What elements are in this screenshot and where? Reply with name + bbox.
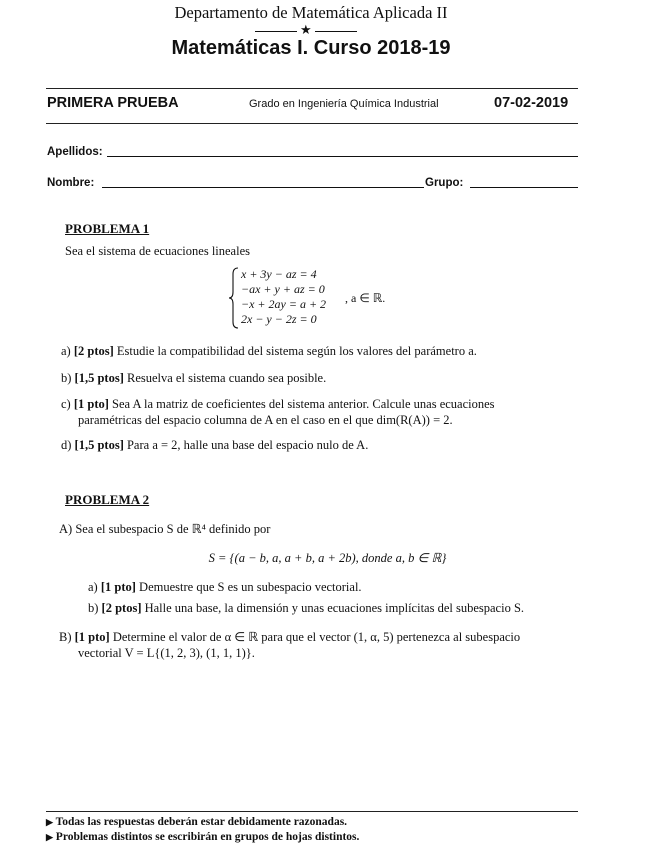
parameter-domain: , a ∈ ℝ.	[345, 291, 386, 305]
star-icon: ★	[300, 22, 312, 37]
problem1-item-c-line2: paramétricas del espacio columna de A en el caso en el que dim(R(A)) = 2.	[78, 413, 453, 427]
degree-name: Grado en Ingeniería Química Industrial	[249, 98, 439, 110]
problem2-part-b-line2: vectorial V = L{(1, 2, 3), (1, 1, 1)}.	[78, 646, 255, 660]
name-field[interactable]	[102, 187, 424, 188]
footer-note-2: ▶ Problemas distintos se escribirán en grupos de hojas distintos.	[46, 831, 360, 843]
divider-top	[46, 88, 578, 89]
problem2-part-b: B) [1 pto] Determine el valor de α ∈ ℝ para que el vector (1, α, 5) pertenezca al subespacio	[59, 630, 521, 644]
problem1-intro: Sea el sistema de ecuaciones lineales	[65, 244, 250, 258]
problem2-title: PROBLEMA 2	[65, 492, 150, 507]
bullet-icon: ▶	[46, 832, 53, 842]
divider-bottom	[46, 123, 578, 124]
surname-field[interactable]	[107, 156, 578, 157]
exam-date: 07-02-2019	[494, 95, 569, 111]
header-ornament	[255, 24, 357, 38]
problem2-subitem-a: a) [1 pto] Demuestre que S es un subespacio vectorial.	[88, 580, 362, 594]
department-name: Departamento de Matemática Aplicada II	[174, 3, 448, 22]
equation-4: 2x − y − 2z = 0	[241, 312, 317, 326]
problem1-item-c: c) [1 pto] Sea A la matriz de coeficientes del sistema anterior. Calcule unas ecuaciones	[61, 397, 495, 411]
equation-system	[228, 266, 428, 330]
footer-note-1: ▶ Todas las respuestas deberán estar debidamente razonadas.	[46, 816, 348, 828]
footer-divider	[46, 811, 578, 812]
group-field[interactable]	[470, 187, 578, 188]
problem2-subitem-b: b) [2 ptos] Halle una base, la dimensión y unas ecuaciones implícitas del subespacio S.	[88, 601, 525, 615]
name-label: Nombre:	[47, 177, 95, 189]
equation-1: x + 3y − az = 4	[241, 267, 317, 281]
problem1-item-a: a) [2 ptos] Estudie la compatibilidad del sistema según los valores del parámetro a.	[61, 344, 477, 358]
problem1-item-d: d) [1,5 ptos] Para a = 2, halle una base del espacio nulo de A.	[61, 438, 369, 452]
group-label: Grupo:	[425, 177, 464, 189]
problem1-item-b: b) [1,5 ptos] Resuelva el sistema cuando sea posible.	[61, 371, 327, 385]
course-title: Matemáticas I. Curso 2018-19	[171, 37, 451, 59]
surname-label: Apellidos:	[47, 146, 103, 158]
left-brace-icon	[228, 266, 240, 330]
bullet-icon: ▶	[46, 817, 53, 827]
subspace-definition: S = {(a − b, a, a + b, a + 2b), donde a, b ∈ ℝ}	[208, 551, 447, 565]
test-name: PRIMERA PRUEBA	[47, 95, 179, 111]
problem1-title: PROBLEMA 1	[65, 221, 150, 236]
equation-2: −ax + y + az = 0	[241, 282, 325, 296]
equation-3: −x + 2ay = a + 2	[241, 297, 327, 311]
problem2-part-a-intro: A) Sea el subespacio S de ℝ⁴ definido por	[59, 522, 271, 536]
